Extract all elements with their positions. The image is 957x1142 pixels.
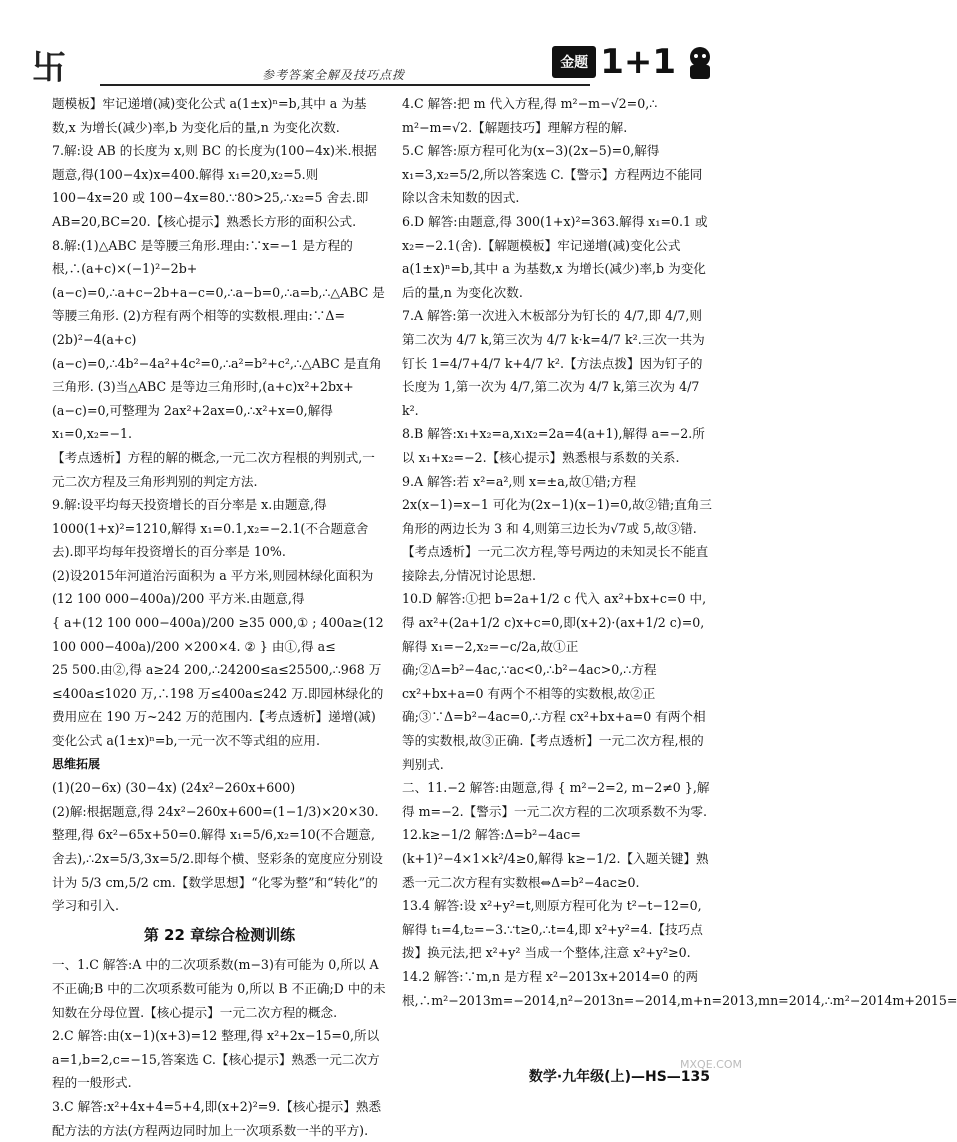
watermark: MXQE.COM bbox=[680, 1058, 742, 1071]
brand-number: 1+1 bbox=[600, 42, 676, 82]
right-column bbox=[402, 92, 957, 1012]
answer-paragraph: 10.D 解答:①把 b=2a+1/2 c 代入 ax²+bx+c=0 中,得 ax²+(2a+1/2 c)x+c=0,即(x+2)·(ax+1/2 c)=0,解得 x₁=−2,x₂=−c/2a,故①正确;②Δ=b²−4ac,∵ac<0,∴b²−4ac>0,∴方程 cx²+bx+a=0 有两个不相等的实数根,故②正确;③∵Δ=b²−4ac=0,∴方程 cx²+bx+a=0 有两个相等的实数根,故③正确.【考点透析】一元二次方程,根的判别式. bbox=[402, 591, 707, 772]
answer-paragraph: 2.C 解答:由(x−1)(x+3)=12 整理,得 x²+2x−15=0,所以 a=1,b=2,c=−15,答案选 C.【核心提示】熟悉一元二次方程的一般形式. bbox=[52, 1028, 380, 1091]
header-subtitle: 参考答案全解及技巧点拨 bbox=[262, 68, 406, 82]
answer-paragraph: 7.解:设 AB 的长度为 x,则 BC 的长度为(100−4x)米.根据题意,得(100−4x)x=400.解得 x₁=20,x₂=5.则 100−4x=20 或 100−4x=80.∵80>25,∴x₂=5 舍去.即 AB=20,BC=20.【核心提示】熟悉长方形的面积公式. bbox=[52, 143, 377, 229]
answer-paragraph: (2)设2015年河道治污面积为 a 平方米,则园林绿化面积为 (12 100 000−400a)/200 平方米.由题意,得 bbox=[52, 567, 374, 607]
answer-paragraph: 题模板】牢记递增(减)变化公式 a(1±x)ⁿ=b,其中 a 为基数,x 为增长(减少)率,b 为变化后的量,n 为变化次数. bbox=[52, 96, 367, 135]
answer-paragraph: 7.A 解答:第一次进入木板部分为钉长的 4/7,即 4/7,则第二次为 4/7 k,第三次为 4/7 k·k=4/7 k².三次一共为钉长 1=4/7+4/7 k+4/7 k².【方法点拨】因为钉子的长度为 1,第一次为 4/7,第二次为 4/7 k,第三次为 4/7 k². bbox=[402, 308, 705, 418]
page-header bbox=[0, 0, 750, 92]
header-rule bbox=[100, 84, 590, 86]
answer-paragraph: 二、11.−2 解答:由题意,得 { m²−2=2, m−2≠0 },解得 m=−2.【警示】一元二次方程的二次项系数不为零. bbox=[402, 780, 710, 819]
answer-paragraph: (2)解:根据题意,得 24x²−260x+600=(1−1/3)×20×30.整理,得 6x²−65x+50=0.解得 x₁=5/6,x₂=10(不合题意,舍去),∴2x=5/3,3x=5/2.即每个横、竖彩条的宽度应分别设计为 5/3 cm,5/2 cm.【数学思想】“化零为整”和“转化”的学习和引入. bbox=[52, 803, 383, 914]
answer-paragraph: 4.C 解答:把 m 代入方程,得 m²−m−√2=0,∴ m²−m=√2.【解题技巧】理解方程的解. bbox=[402, 96, 658, 135]
brand-box: 金题 bbox=[552, 46, 596, 78]
answer-paragraph: (1)(20−6x) (30−4x) (24x²−260x+600) bbox=[52, 780, 296, 796]
page-footer: 数学·九年级(上)—HS—135 bbox=[528, 1069, 710, 1085]
answer-paragraph: 13.4 解答:设 x²+y²=t,则原方程可化为 t²−t−12=0,解得 t₁=4,t₂=−3.∵t≥0,∴t=4,即 x²+y²=4.【技巧点拨】换元法,把 x²+y² 当成一个整体,注意 x²+y²≥0. bbox=[402, 898, 703, 961]
answer-paragraph: 9.A 解答:若 x²=a²,则 x=±a,故①错;方程 2x(x−1)=x−1 可化为(2x−1)(x−1)=0,故②错;直角三角形的两边长为 3 和 4,则第三边长为√7或 5,故③错.【考点透析】一元二次方程,等号两边的未知灵长不能直接除去,分情况讨论思想. bbox=[402, 473, 712, 583]
answer-paragraph: 3.C 解答:x²+4x+4=5+4,即(x+2)²=9.【核心提示】熟悉配方法的方法(方程两边同时加上一次项系数一半的平方). bbox=[52, 1098, 382, 1138]
answer-paragraph: 【考点透析】方程的解的概念,一元二次方程根的判别式,一元二次方程及三角形判别的判定方法. bbox=[52, 449, 375, 489]
answer-paragraph: 一、1.C 解答:A 中的二次项系数(m−3)有可能为 0,所以 A 不正确;B 中的二次项系数可能为 0,所以 B 不正确;D 中的未知数在分母位置.【核心提示】一元二次方程的概念. bbox=[52, 957, 386, 1020]
left-column bbox=[52, 92, 387, 1142]
answer-paragraph: 14.2 解答:∵m,n 是方程 x²−2013x+2014=0 的两根,∴m²−2013m=−2014,n²−2013n=−2014,m+n=2013,mn=2014,∴m²−2014m+2015= bbox=[402, 968, 957, 1008]
brand-logo bbox=[552, 42, 718, 82]
section-title: 第 22 章综合检测训练 bbox=[143, 925, 296, 944]
answer-paragraph: 6.D 解答:由题意,得 300(1+x)²=363.解得 x₁=0.1 或 x₂=−2.1(舍).【解题模板】牢记递增(减)变化公式 a(1±x)ⁿ=b,其中 a 为基数,x 为增长(减少)率,b 为变化后的量,n 为变化次数. bbox=[402, 213, 708, 300]
answer-paragraph: 5.C 解答:原方程可化为(x−3)(2x−5)=0,解得 x₁=3,x₂=5/2,所以答案选 C.【警示】方程两边不能同除以含未知数的因式. bbox=[402, 143, 703, 206]
answer-paragraph: 9.解:设平均每天投资增长的百分率是 x.由题意,得 1000(1+x)²=1210,解得 x₁=0.1,x₂=−2.1(不合题意舍去).即平均每年投资增长的百分率是 10%. bbox=[52, 497, 369, 560]
series-logo-icon: 卐 bbox=[32, 48, 66, 88]
answer-paragraph: { a+(12 100 000−400a)/200 ≥35 000,① ; 400a≥(12 100 000−400a)/200 ×200×4. ② } 由①,得 a≤ bbox=[52, 615, 384, 654]
answer-paragraph: 25 500.由②,得 a≥24 200,∴24200≤a≤25500,∴968 万≤400a≤1020 万,∴198 万≤400a≤242 万.即园林绿化的费用应在 190 万~242 万的范围内.【考点透析】递增(减)变化公式 a(1±x)ⁿ=b,一元一次不等式组的应用. bbox=[52, 662, 384, 749]
answer-paragraph: 8.B 解答:x₁+x₂=a,x₁x₂=2a=4(a+1),解得 a=−2.所以 x₁+x₂=−2.【核心提示】熟悉根与系数的关系. bbox=[402, 426, 705, 465]
mascot-icon bbox=[682, 43, 718, 81]
answer-paragraph: 12.k≥−1/2 解答:Δ=b²−4ac=(k+1)²−4×1×k²/4≥0,解得 k≥−1/2.【入题关键】熟悉一元二次方程有实数根⇔Δ=b²−4ac≥0. bbox=[402, 827, 709, 890]
answer-paragraph: 8.解:(1)△ABC 是等腰三角形.理由:∵x=−1 是方程的根,∴(a+c)×(−1)²−2b+(a−c)=0,∴a+c−2b+a−c=0,∴a−b=0,∴a=b,∴△ABC 是等腰三角形. (2)方程有两个相等的实数根.理由:∵Δ=(2b)²−4(a+c)(a−c)=0,∴4b²−4a²+4c²=0,∴a²=b²+c²,∴△ABC 是直角三角形. (3)当△ABC 是等边三角形时,(a+c)x²+2bx+(a−c)=0,可整理为 2ax²+2ax=0,∴x²+x=0,解得 x₁=0,x₂=−1. bbox=[52, 237, 385, 442]
subsection-heading: 思维拓展 bbox=[52, 756, 101, 771]
